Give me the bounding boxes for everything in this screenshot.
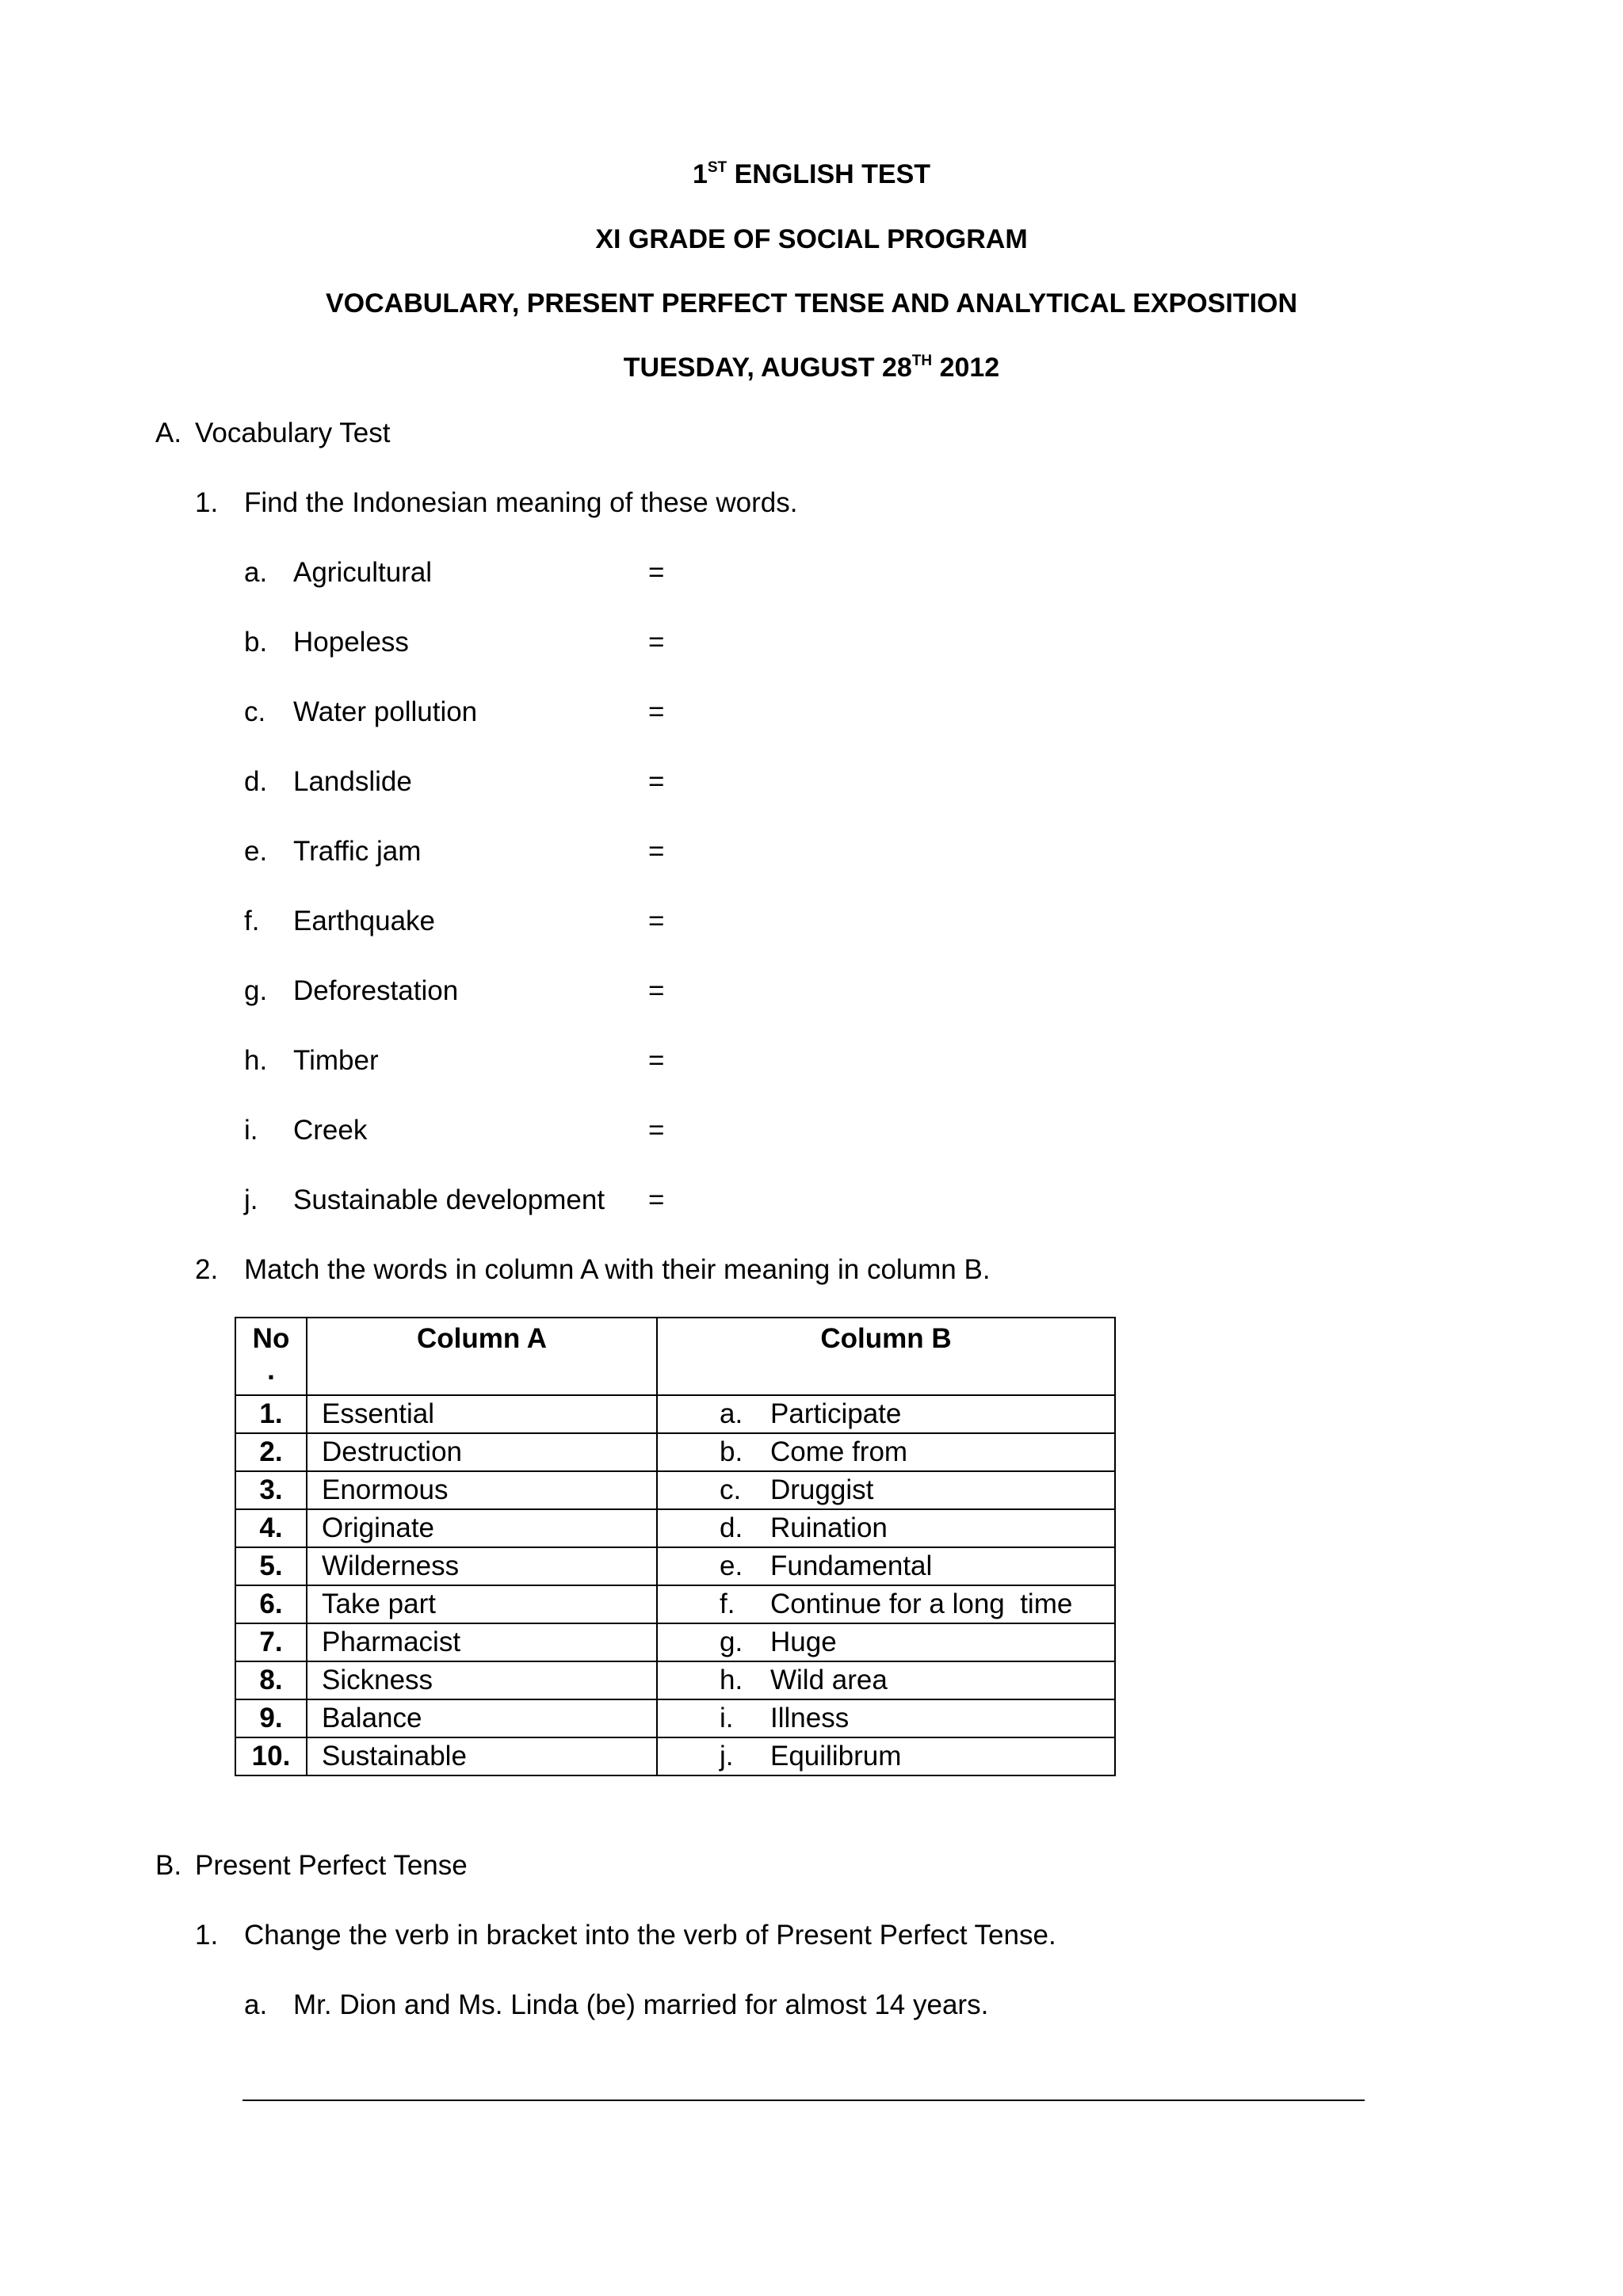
section-a-title: Vocabulary Test [195,418,391,448]
table-row [235,1623,1115,1661]
header-column-a: Column A [307,1318,657,1395]
question-instruction: Change the verb in bracket into the verb of Present Perfect Tense. [244,1920,1056,1951]
column-a-word: Balance [307,1699,657,1737]
column-b-letter: b. [720,1436,743,1467]
column-b-meaning: Druggist [770,1474,874,1505]
vocab-word: Earthquake [293,906,436,936]
column-b-cell [657,1737,1115,1775]
row-number: 3. [235,1471,307,1509]
table-row [235,1737,1115,1775]
list-item-letter: c. [244,696,266,727]
row-number: 8. [235,1661,307,1699]
column-b-meaning: Participate [770,1398,902,1429]
column-a-word: Essential [307,1395,657,1433]
matching-table [235,1317,1116,1776]
table-row [235,1509,1115,1547]
question-number: 2. [195,1254,219,1285]
section-a-label: A. [155,418,182,448]
vocab-word: Hopeless [293,627,409,658]
vocab-word: Water pollution [293,696,478,727]
equals-sign: = [648,557,665,588]
equals-sign: = [648,836,665,867]
column-a-word: Wilderness [307,1547,657,1585]
row-number: 10. [235,1737,307,1775]
equals-sign: = [648,1115,665,1146]
question-number: 1. [195,1920,219,1951]
table-row [235,1585,1115,1623]
section-b-title: Present Perfect Tense [195,1850,468,1881]
column-b-meaning: Illness [770,1703,850,1733]
table-row [235,1699,1115,1737]
list-item-letter: a. [244,1989,268,2020]
column-b-letter: h. [720,1665,743,1695]
column-b-cell [657,1395,1115,1433]
list-item-letter: a. [244,557,268,588]
column-a-word: Originate [307,1509,657,1547]
grade-heading: XI GRADE OF SOCIAL PROGRAM [595,224,1028,254]
column-b-meaning: Wild area [770,1665,888,1695]
column-b-meaning: Ruination [770,1512,888,1543]
table-row [235,1547,1115,1585]
column-b-letter: c. [720,1474,742,1505]
column-b-cell [657,1661,1115,1699]
column-b-letter: j. [720,1741,734,1772]
question-instruction: Match the words in column A with their meaning in column B. [244,1254,991,1285]
column-a-word: Take part [307,1585,657,1623]
equals-sign: = [648,627,665,658]
list-item-letter: b. [244,627,268,658]
topics-heading: VOCABULARY, PRESENT PERFECT TENSE AND ANALYTICAL EXPOSITION [325,288,1298,318]
vocab-word: Agricultural [293,557,433,588]
table-row [235,1433,1115,1471]
table-header-row [235,1318,1115,1395]
row-number: 2. [235,1433,307,1471]
list-item-letter: e. [244,836,268,867]
column-b-meaning: Continue for a long time [770,1589,1073,1619]
vocab-word: Sustainable development [293,1184,605,1215]
vocab-word: Timber [293,1045,379,1076]
column-b-letter: a. [720,1398,743,1429]
list-item-letter: d. [244,766,268,797]
vocab-word: Landslide [293,766,412,797]
equals-sign: = [648,906,665,936]
sentence-item: Mr. Dion and Ms. Linda (be) married for almost 14 years. [293,1989,989,2020]
list-item-letter: j. [244,1184,258,1215]
header-no: No . [235,1318,307,1395]
list-item-letter: h. [244,1045,268,1076]
column-b-meaning: Huge [770,1627,837,1657]
row-number: 6. [235,1585,307,1623]
column-b-cell [657,1509,1115,1547]
list-item-letter: f. [244,906,260,936]
vocab-word: Deforestation [293,975,459,1006]
column-a-word: Sickness [307,1661,657,1699]
equals-sign: = [648,975,665,1006]
column-b-cell [657,1585,1115,1623]
row-number: 4. [235,1509,307,1547]
vocab-word: Creek [293,1115,368,1146]
question-instruction: Find the Indonesian meaning of these words. [244,487,798,518]
column-b-cell [657,1433,1115,1471]
column-b-letter: g. [720,1627,743,1657]
equals-sign: = [648,696,665,727]
header-column-b: Column B [657,1318,1115,1395]
table-row [235,1661,1115,1699]
row-number: 5. [235,1547,307,1585]
column-a-word: Enormous [307,1471,657,1509]
row-number: 9. [235,1699,307,1737]
section-b-label: B. [155,1850,182,1881]
column-b-cell [657,1471,1115,1509]
table-row [235,1471,1115,1509]
column-b-letter: i. [720,1703,734,1733]
column-b-meaning: Equilibrum [770,1741,902,1772]
equals-sign: = [648,1184,665,1215]
column-b-letter: f. [720,1589,735,1619]
column-b-meaning: Come from [770,1436,908,1467]
column-a-word: Pharmacist [307,1623,657,1661]
list-item-letter: i. [244,1115,258,1146]
table-row [235,1395,1115,1433]
column-b-letter: e. [720,1550,743,1581]
question-number: 1. [195,487,219,518]
column-b-letter: d. [720,1512,743,1543]
vocab-word: Traffic jam [293,836,422,867]
row-number: 1. [235,1395,307,1433]
column-b-cell [657,1623,1115,1661]
column-b-cell [657,1699,1115,1737]
column-b-cell [657,1547,1115,1585]
column-a-word: Destruction [307,1433,657,1471]
row-number: 7. [235,1623,307,1661]
column-b-meaning: Fundamental [770,1550,933,1581]
column-a-word: Sustainable [307,1737,657,1775]
date-heading: TUESDAY, AUGUST 28TH 2012 [623,353,1000,383]
equals-sign: = [648,766,665,797]
equals-sign: = [648,1045,665,1076]
list-item-letter: g. [244,975,268,1006]
answer-line[interactable] [242,2100,1365,2101]
test-title: 1ST ENGLISH TEST [692,159,931,189]
